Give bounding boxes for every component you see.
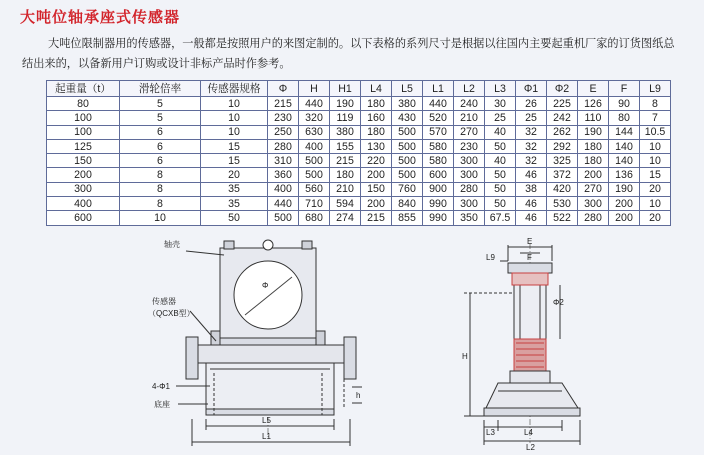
- table-cell: 125: [47, 139, 120, 153]
- table-cell: 430: [392, 111, 423, 125]
- table-cell: 8: [120, 168, 201, 182]
- table-cell: 990: [423, 197, 454, 211]
- table-cell: 500: [268, 211, 299, 225]
- table-cell: 15: [201, 154, 268, 168]
- table-cell: 380: [392, 97, 423, 111]
- table-cell: 680: [299, 211, 330, 225]
- table-cell: 600: [47, 211, 120, 225]
- table-cell: 140: [609, 139, 640, 153]
- header-l9: L9: [640, 81, 671, 97]
- label-e: E: [527, 237, 533, 246]
- table-cell: 220: [361, 154, 392, 168]
- table-cell: 200: [361, 168, 392, 182]
- label-h: h: [356, 391, 361, 400]
- table-cell: 110: [578, 111, 609, 125]
- table-cell: 855: [392, 211, 423, 225]
- table-cell: 900: [423, 182, 454, 196]
- header-phi1: Φ1: [516, 81, 547, 97]
- table-cell: 130: [361, 139, 392, 153]
- table-cell: 46: [516, 197, 547, 211]
- table-cell: 7: [640, 111, 671, 125]
- table-cell: 840: [392, 197, 423, 211]
- header-sensor-spec: 传感器规格: [201, 81, 268, 97]
- table-cell: 80: [47, 97, 120, 111]
- table-cell: 600: [423, 168, 454, 182]
- table-cell: 230: [454, 139, 485, 153]
- table-cell: 200: [609, 211, 640, 225]
- table-cell: 500: [392, 154, 423, 168]
- table-cell: 46: [516, 211, 547, 225]
- table-cell: 20: [201, 168, 268, 182]
- table-cell: 300: [454, 154, 485, 168]
- table-cell: 560: [299, 182, 330, 196]
- table-cell: 20: [640, 211, 671, 225]
- label-l1: L1: [262, 432, 271, 441]
- table-cell: 46: [516, 168, 547, 182]
- table-cell: 400: [299, 139, 330, 153]
- table-cell: 50: [485, 182, 516, 196]
- table-cell: 210: [454, 111, 485, 125]
- table-cell: 262: [547, 125, 578, 139]
- table-cell: 30: [485, 97, 516, 111]
- side-view: [464, 243, 580, 445]
- table-row: [47, 168, 671, 182]
- label-sensor-model: （QCXB型）: [148, 309, 195, 318]
- table-cell: 180: [361, 97, 392, 111]
- table-cell: 180: [361, 125, 392, 139]
- table-cell: 300: [454, 197, 485, 211]
- table-header-row: [47, 81, 671, 97]
- table-cell: 10: [201, 111, 268, 125]
- table-cell: 10: [201, 97, 268, 111]
- table-cell: 580: [423, 139, 454, 153]
- table-cell: 35: [201, 197, 268, 211]
- table-cell: 180: [578, 154, 609, 168]
- sensor-beam: [192, 345, 350, 363]
- table-row: [47, 139, 671, 153]
- table-cell: 300: [578, 197, 609, 211]
- label-base: 底座: [154, 400, 170, 409]
- table-cell: 67.5: [485, 211, 516, 225]
- table-cell: 372: [547, 168, 578, 182]
- table-cell: 80: [609, 111, 640, 125]
- table-row: [47, 182, 671, 196]
- table-cell: 144: [609, 125, 640, 139]
- table-cell: 400: [268, 182, 299, 196]
- table-cell: 292: [547, 139, 578, 153]
- table-cell: 242: [547, 111, 578, 125]
- table-row: [47, 125, 671, 139]
- label-f: F: [527, 253, 532, 262]
- intro-paragraph: 大吨位限制器用的传感器，一般都是按照用户的来图定制的。以下表格的系列尺寸是根据以往国内主要起重机厂家的订货图纸总结出来的，以备新用户订购或设计非标产品时作参考。: [22, 37, 675, 70]
- table-cell: 6: [120, 125, 201, 139]
- table-cell: 136: [609, 168, 640, 182]
- table-body: [47, 97, 671, 226]
- table-cell: 300: [454, 168, 485, 182]
- table-cell: 200: [47, 168, 120, 182]
- bearing-circle: [234, 261, 302, 329]
- header-l2: L2: [454, 81, 485, 97]
- table-cell: 32: [516, 139, 547, 153]
- table-cell: 760: [392, 182, 423, 196]
- table-cell: 274: [330, 211, 361, 225]
- table-cell: 215: [330, 154, 361, 168]
- table-cell: 420: [547, 182, 578, 196]
- table-cell: 250: [268, 125, 299, 139]
- table-cell: 10: [120, 211, 201, 225]
- table-cell: 200: [361, 197, 392, 211]
- table-cell: 522: [547, 211, 578, 225]
- table-cell: 440: [423, 97, 454, 111]
- table-cell: 8: [120, 182, 201, 196]
- table-cell: 25: [516, 111, 547, 125]
- table-row: [47, 97, 671, 111]
- table-cell: 180: [578, 139, 609, 153]
- table-cell: 50: [485, 168, 516, 182]
- table-cell: 215: [361, 211, 392, 225]
- header-l1: L1: [423, 81, 454, 97]
- header-capacity: 起重量（t）: [47, 81, 120, 97]
- table-cell: 225: [547, 97, 578, 111]
- table-cell: 280: [454, 182, 485, 196]
- table-cell: 500: [392, 168, 423, 182]
- table-cell: 10: [201, 125, 268, 139]
- table-row: [47, 111, 671, 125]
- table-row: [47, 197, 671, 211]
- table-cell: 630: [299, 125, 330, 139]
- table-cell: 570: [423, 125, 454, 139]
- table-cell: 15: [640, 168, 671, 182]
- label-h-big: H: [462, 352, 468, 361]
- header-l3: L3: [485, 81, 516, 97]
- header-pulley-ratio: 滑轮倍率: [120, 81, 201, 97]
- table-cell: 5: [120, 111, 201, 125]
- table-cell: 440: [268, 197, 299, 211]
- table-cell: 580: [423, 154, 454, 168]
- table-cell: 38: [516, 182, 547, 196]
- label-l5: L5: [262, 416, 271, 425]
- label-phi2: Φ2: [553, 298, 564, 307]
- table-cell: 280: [268, 139, 299, 153]
- table-cell: 25: [485, 111, 516, 125]
- label-sensor: 传感器: [152, 297, 176, 306]
- label-l2: L2: [526, 443, 535, 452]
- table-cell: 8: [640, 97, 671, 111]
- header-f: F: [609, 81, 640, 97]
- table-cell: 32: [516, 125, 547, 139]
- table-cell: 119: [330, 111, 361, 125]
- table-cell: 160: [361, 111, 392, 125]
- table-cell: 10.5: [640, 125, 671, 139]
- table-cell: 6: [120, 139, 201, 153]
- label-bolt-holes: 4-Φ1: [152, 382, 170, 391]
- table-cell: 520: [423, 111, 454, 125]
- table-cell: 150: [47, 154, 120, 168]
- table-cell: 26: [516, 97, 547, 111]
- table-cell: 200: [609, 197, 640, 211]
- table-cell: 210: [330, 182, 361, 196]
- table-cell: 320: [299, 111, 330, 125]
- table-cell: 140: [609, 154, 640, 168]
- table-cell: 380: [330, 125, 361, 139]
- table-cell: 990: [423, 211, 454, 225]
- header-phi: Φ: [268, 81, 299, 97]
- label-phi: Φ: [262, 281, 269, 290]
- page-title: 大吨位轴承座式传感器: [20, 8, 181, 26]
- table-row: [47, 211, 671, 225]
- table-cell: 240: [454, 97, 485, 111]
- table-cell: 100: [47, 111, 120, 125]
- table-cell: 20: [640, 182, 671, 196]
- table-cell: 90: [609, 97, 640, 111]
- table-cell: 500: [392, 139, 423, 153]
- header-l4: L4: [361, 81, 392, 97]
- table-cell: 215: [268, 97, 299, 111]
- header-h: H: [299, 81, 330, 97]
- label-l3: L3: [486, 428, 495, 437]
- table-cell: 500: [299, 168, 330, 182]
- table-cell: 180: [330, 168, 361, 182]
- table-cell: 10: [640, 154, 671, 168]
- table-cell: 594: [330, 197, 361, 211]
- technical-drawing: [0, 233, 704, 455]
- table-cell: 310: [268, 154, 299, 168]
- table-cell: 500: [299, 154, 330, 168]
- header-l5: L5: [392, 81, 423, 97]
- table-cell: 150: [361, 182, 392, 196]
- table-cell: 300: [47, 182, 120, 196]
- table-cell: 50: [485, 139, 516, 153]
- header-h1: H1: [330, 81, 361, 97]
- table-cell: 126: [578, 97, 609, 111]
- table-cell: 325: [547, 154, 578, 168]
- table-cell: 10: [640, 197, 671, 211]
- table-cell: 190: [609, 182, 640, 196]
- side-base: [486, 383, 578, 408]
- table-cell: 32: [516, 154, 547, 168]
- table-cell: 270: [454, 125, 485, 139]
- label-l9: L9: [486, 253, 495, 262]
- label-l4: L4: [524, 428, 533, 437]
- table-cell: 50: [201, 211, 268, 225]
- table-cell: 40: [485, 154, 516, 168]
- table-cell: 500: [392, 125, 423, 139]
- header-e: E: [578, 81, 609, 97]
- table-cell: 15: [201, 139, 268, 153]
- table-cell: 190: [330, 97, 361, 111]
- table-cell: 8: [120, 197, 201, 211]
- base-plate: [206, 363, 334, 415]
- table-cell: 190: [578, 125, 609, 139]
- table-cell: 200: [578, 168, 609, 182]
- table-cell: 5: [120, 97, 201, 111]
- table-cell: 350: [454, 211, 485, 225]
- table-cell: 710: [299, 197, 330, 211]
- table-cell: 440: [299, 97, 330, 111]
- table-cell: 10: [640, 139, 671, 153]
- table-cell: 360: [268, 168, 299, 182]
- spec-table: [46, 80, 671, 226]
- table-cell: 270: [578, 182, 609, 196]
- table-cell: 155: [330, 139, 361, 153]
- table-cell: 530: [547, 197, 578, 211]
- table-cell: 400: [47, 197, 120, 211]
- table-cell: 50: [485, 197, 516, 211]
- table-cell: 40: [485, 125, 516, 139]
- table-cell: 230: [268, 111, 299, 125]
- table-cell: 280: [578, 211, 609, 225]
- table-cell: 100: [47, 125, 120, 139]
- table-cell: 35: [201, 182, 268, 196]
- table-row: [47, 154, 671, 168]
- table-cell: 6: [120, 154, 201, 168]
- header-phi2: Φ2: [547, 81, 578, 97]
- label-shaft-housing: 轴壳: [164, 240, 180, 249]
